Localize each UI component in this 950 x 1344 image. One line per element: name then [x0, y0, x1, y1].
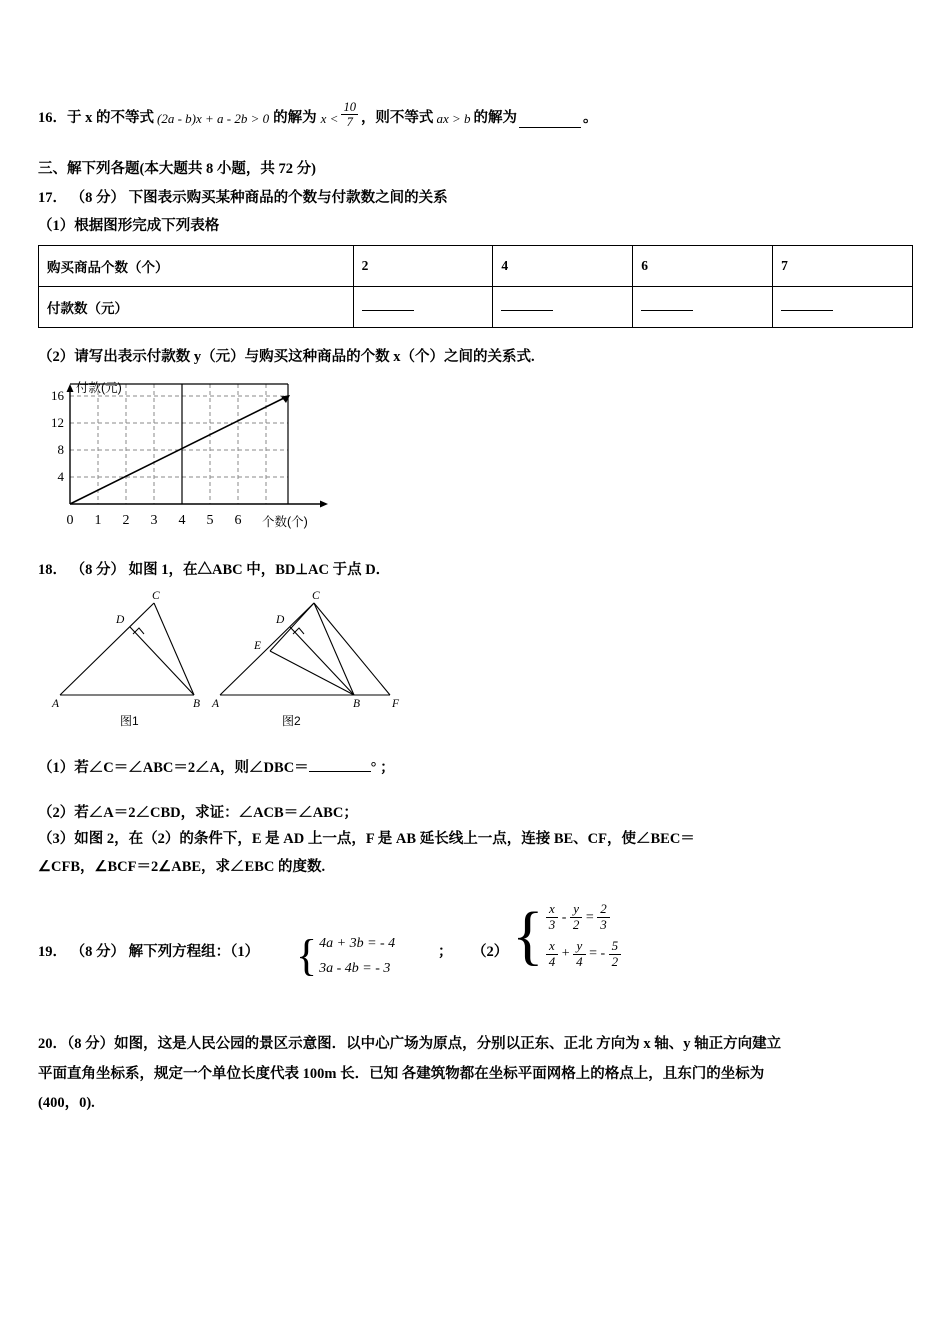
q16-fraction-numerator: 10 [343, 100, 356, 114]
q20-line-2: 平面直角坐标系，规定一个单位长度代表 100m 长．已知 各建筑物都在坐标平面网格上的格点上，且东门的坐标为 [38, 1065, 765, 1082]
q20-line-1: 如图，这是人民公园的景区示意图．以中心广场为原点，分别以正东、正北 方向为 x 轴、y 轴正方向建立 [114, 1036, 782, 1052]
q19-sys2-l1-op: - [561, 910, 567, 925]
q19-sys2-l2-eq: = - [589, 946, 606, 962]
q16-solution-var: x < [320, 110, 339, 126]
fig2-label-C: C [312, 590, 320, 602]
q18-stem: 如图 1，在△ABC 中，BD⊥AC 于点 D． [128, 562, 391, 578]
chart-x-axis-label: 个数(个) [262, 515, 308, 529]
q19-sys1-line2: 3a - 4b = - 3 [319, 960, 391, 976]
q16-solution-fraction [341, 100, 358, 131]
fig2-label-F: F [392, 698, 400, 710]
table-row-header: 付款数（元） [39, 287, 354, 328]
table-cell-blank[interactable] [773, 287, 913, 328]
q16-mid-2: ，则不等式 [360, 110, 434, 127]
fig1-label-B: B [193, 698, 201, 710]
q19-sys2-l1-term2: $\frac{y}{2}$ [570, 902, 583, 933]
chart-ytick: 4 [57, 469, 64, 484]
q17-part-1: （1）根据图形完成下列表格 [38, 218, 220, 234]
q19-system-1 [296, 932, 395, 981]
triangle-figures [42, 585, 462, 730]
q17-score: （8 分） [70, 190, 125, 206]
chart-xtick: 3 [150, 513, 158, 528]
q19-score: （8 分） [70, 944, 125, 960]
question-16 [38, 100, 918, 131]
chart-xtick: 0 [66, 513, 74, 528]
q18-part-3-line1: （3）如图 2，在（2）的条件下，E 是 AD 上一点，F 是 AB 延长线上一点，连接 BE、CF，使∠BEC＝ [38, 831, 695, 847]
q19-sys2-l1-eq: = [585, 910, 594, 925]
q19-number: 19． [38, 944, 67, 960]
q19-sys2-line2 [546, 936, 621, 972]
chart-ytick: 8 [57, 442, 64, 457]
chart-xtick: 1 [94, 513, 102, 528]
table-row [39, 246, 913, 287]
q16-mid-3: 的解为 [473, 110, 517, 127]
table-cell: 4 [493, 246, 633, 287]
table-row-header: 购买商品个数（个） [39, 246, 354, 287]
question-20 [38, 1030, 928, 1119]
section-3-heading: 三、解下列各题(本大题共 8 小题，共 72 分) [38, 161, 316, 177]
chart-ytick: 16 [51, 388, 64, 403]
q18-part-3-line2: ∠CFB，∠BCF＝2∠ABE，求∠EBC 的度数. [38, 859, 326, 876]
q19-sys2-l2-rhs: $\frac{5}{2}$ [609, 939, 622, 970]
q16-fraction-denominator: 7 [346, 115, 353, 130]
chart-xtick: 4 [178, 513, 186, 528]
fig1-caption: 图1 [120, 714, 139, 728]
q18-part-2: （2）若∠A＝2∠CBD，求证：∠ACB＝∠ABC； [38, 805, 358, 821]
q19-system-2 [512, 900, 621, 973]
q19-stem: 解下列方程组：（1） [128, 944, 260, 960]
table-cell: 7 [773, 246, 913, 287]
q18-part-1-unit: ° ； [370, 760, 395, 776]
q20-line-3: (400，0). [38, 1095, 95, 1112]
table-cell: 2 [353, 246, 493, 287]
q16-expression-2: ax > b [436, 110, 471, 126]
q18-part-3 [38, 825, 928, 882]
q16-period: 。 [582, 110, 598, 127]
chart-y-axis-label: 付款(元) [76, 381, 122, 395]
fig1-label-D: D [116, 614, 125, 626]
q19-sys2-l2-term1: $\frac{x}{4}$ [546, 939, 559, 970]
fig1-label-C: C [152, 590, 160, 602]
q19-sys2-line1 [546, 900, 621, 936]
q19-label-2: （2） [472, 944, 509, 960]
q16-number: 16． [38, 110, 67, 127]
left-brace-icon: { [296, 931, 318, 981]
q18-part-1-text: （1）若∠C＝∠ABC＝2∠A，则∠DBC＝ [38, 760, 309, 776]
fig2-label-A: A [212, 698, 220, 710]
table-cell-blank[interactable] [353, 287, 493, 328]
question-17 [38, 186, 918, 211]
q18-part-1-blank[interactable] [309, 760, 371, 772]
q16-lead: 于 x 的不等式 [67, 110, 154, 127]
question-18 [38, 558, 390, 583]
fig1-label-A: A [52, 698, 60, 710]
table-row [39, 287, 913, 328]
question-19 [38, 940, 259, 965]
chart-ytick: 12 [51, 415, 64, 430]
q20-score: （8 分） [67, 1036, 115, 1052]
chart-xtick: 2 [122, 513, 130, 528]
q19-sys1-line1: 4a + 3b = - 4 [319, 936, 396, 951]
q17-stem: 下图表示购买某种商品的个数与付款数之间的关系 [128, 190, 448, 206]
q17-part-2: （2）请写出表示付款数 y（元）与购买这种商品的个数 x（个）之间的关系式. [38, 349, 535, 365]
q19-sys2-l2-op: + [561, 946, 570, 962]
q20-number: 20． [38, 1036, 67, 1052]
q18-number: 18． [38, 562, 67, 578]
table-cell-blank[interactable] [633, 287, 773, 328]
q16-expression-1: (2a - b)x + a - 2b > 0 [157, 110, 270, 126]
chart-xtick: 6 [234, 513, 242, 528]
chart-xtick: 5 [206, 513, 214, 528]
table-cell-blank[interactable] [493, 287, 633, 328]
q18-part-1 [38, 756, 395, 777]
fig2-label-E: E [254, 640, 262, 652]
purchase-table [38, 245, 913, 328]
q19-separator: ； [438, 944, 453, 960]
fig2-label-B: B [353, 698, 361, 710]
q19-sys2-l1-term1: $\frac{x}{3}$ [546, 902, 559, 933]
q16-mid-1: 的解为 [273, 110, 317, 127]
payment-line-chart [40, 378, 360, 543]
q17-number: 17． [38, 190, 67, 206]
q19-sys2-l1-rhs: $\frac{2}{3}$ [597, 902, 610, 933]
q16-answer-blank[interactable] [519, 116, 581, 128]
q18-score: （8 分） [70, 562, 125, 578]
table-cell: 6 [633, 246, 773, 287]
q19-sys2-l2-term2: $\frac{y}{4}$ [573, 939, 586, 970]
left-brace-icon: { [512, 898, 544, 972]
fig2-caption: 图2 [282, 714, 301, 728]
fig2-label-D: D [276, 614, 285, 626]
